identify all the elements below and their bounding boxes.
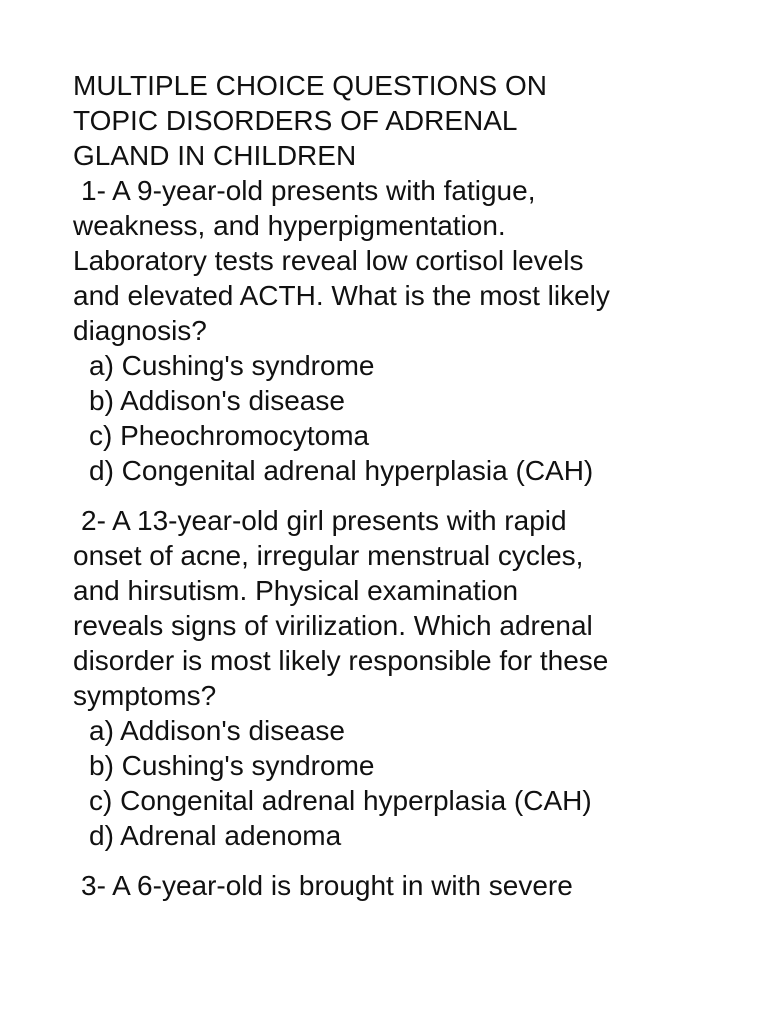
- question-stem-line: reveals signs of virilization. Which adrenal: [73, 610, 593, 641]
- document-page: [73, 68, 743, 918]
- document-title: [73, 68, 743, 173]
- question-stem-line: 3- A 6-year-old is brought in with severe: [81, 870, 573, 901]
- question-stem-line: and hirsutism. Physical examination: [73, 575, 519, 606]
- question-stem-line: diagnosis?: [73, 315, 207, 346]
- answer-option: c) Pheochromocytoma: [89, 420, 370, 451]
- title-line: GLAND IN CHILDREN: [73, 140, 357, 171]
- answer-option: a) Cushing's syndrome: [89, 350, 375, 381]
- question-stem-line: 1- A 9-year-old presents with fatigue,: [81, 175, 536, 206]
- question-stem-line: Laboratory tests reveal low cortisol levels: [73, 245, 584, 276]
- answer-option: d) Congenital adrenal hyperplasia (CAH): [89, 455, 594, 486]
- title-line: MULTIPLE CHOICE QUESTIONS ON: [73, 70, 547, 101]
- answer-option: b) Cushing's syndrome: [89, 750, 375, 781]
- question-stem-line: and elevated ACTH. What is the most likely: [73, 280, 610, 311]
- answer-option: c) Congenital adrenal hyperplasia (CAH): [89, 785, 592, 816]
- answer-option: a) Addison's disease: [89, 715, 345, 746]
- answer-option: d) Adrenal adenoma: [89, 820, 342, 851]
- question-stem-line: disorder is most likely responsible for these: [73, 645, 609, 676]
- question-2: [73, 503, 743, 853]
- question-stem-line: onset of acne, irregular menstrual cycles,: [73, 540, 584, 571]
- title-line: TOPIC DISORDERS OF ADRENAL: [73, 105, 518, 136]
- question-1: [73, 173, 743, 488]
- question-stem-line: symptoms?: [73, 680, 217, 711]
- question-stem-line: weakness, and hyperpigmentation.: [73, 210, 506, 241]
- question-3: [73, 868, 743, 903]
- answer-option: b) Addison's disease: [89, 385, 345, 416]
- question-stem-line: 2- A 13-year-old girl presents with rapid: [81, 505, 567, 536]
